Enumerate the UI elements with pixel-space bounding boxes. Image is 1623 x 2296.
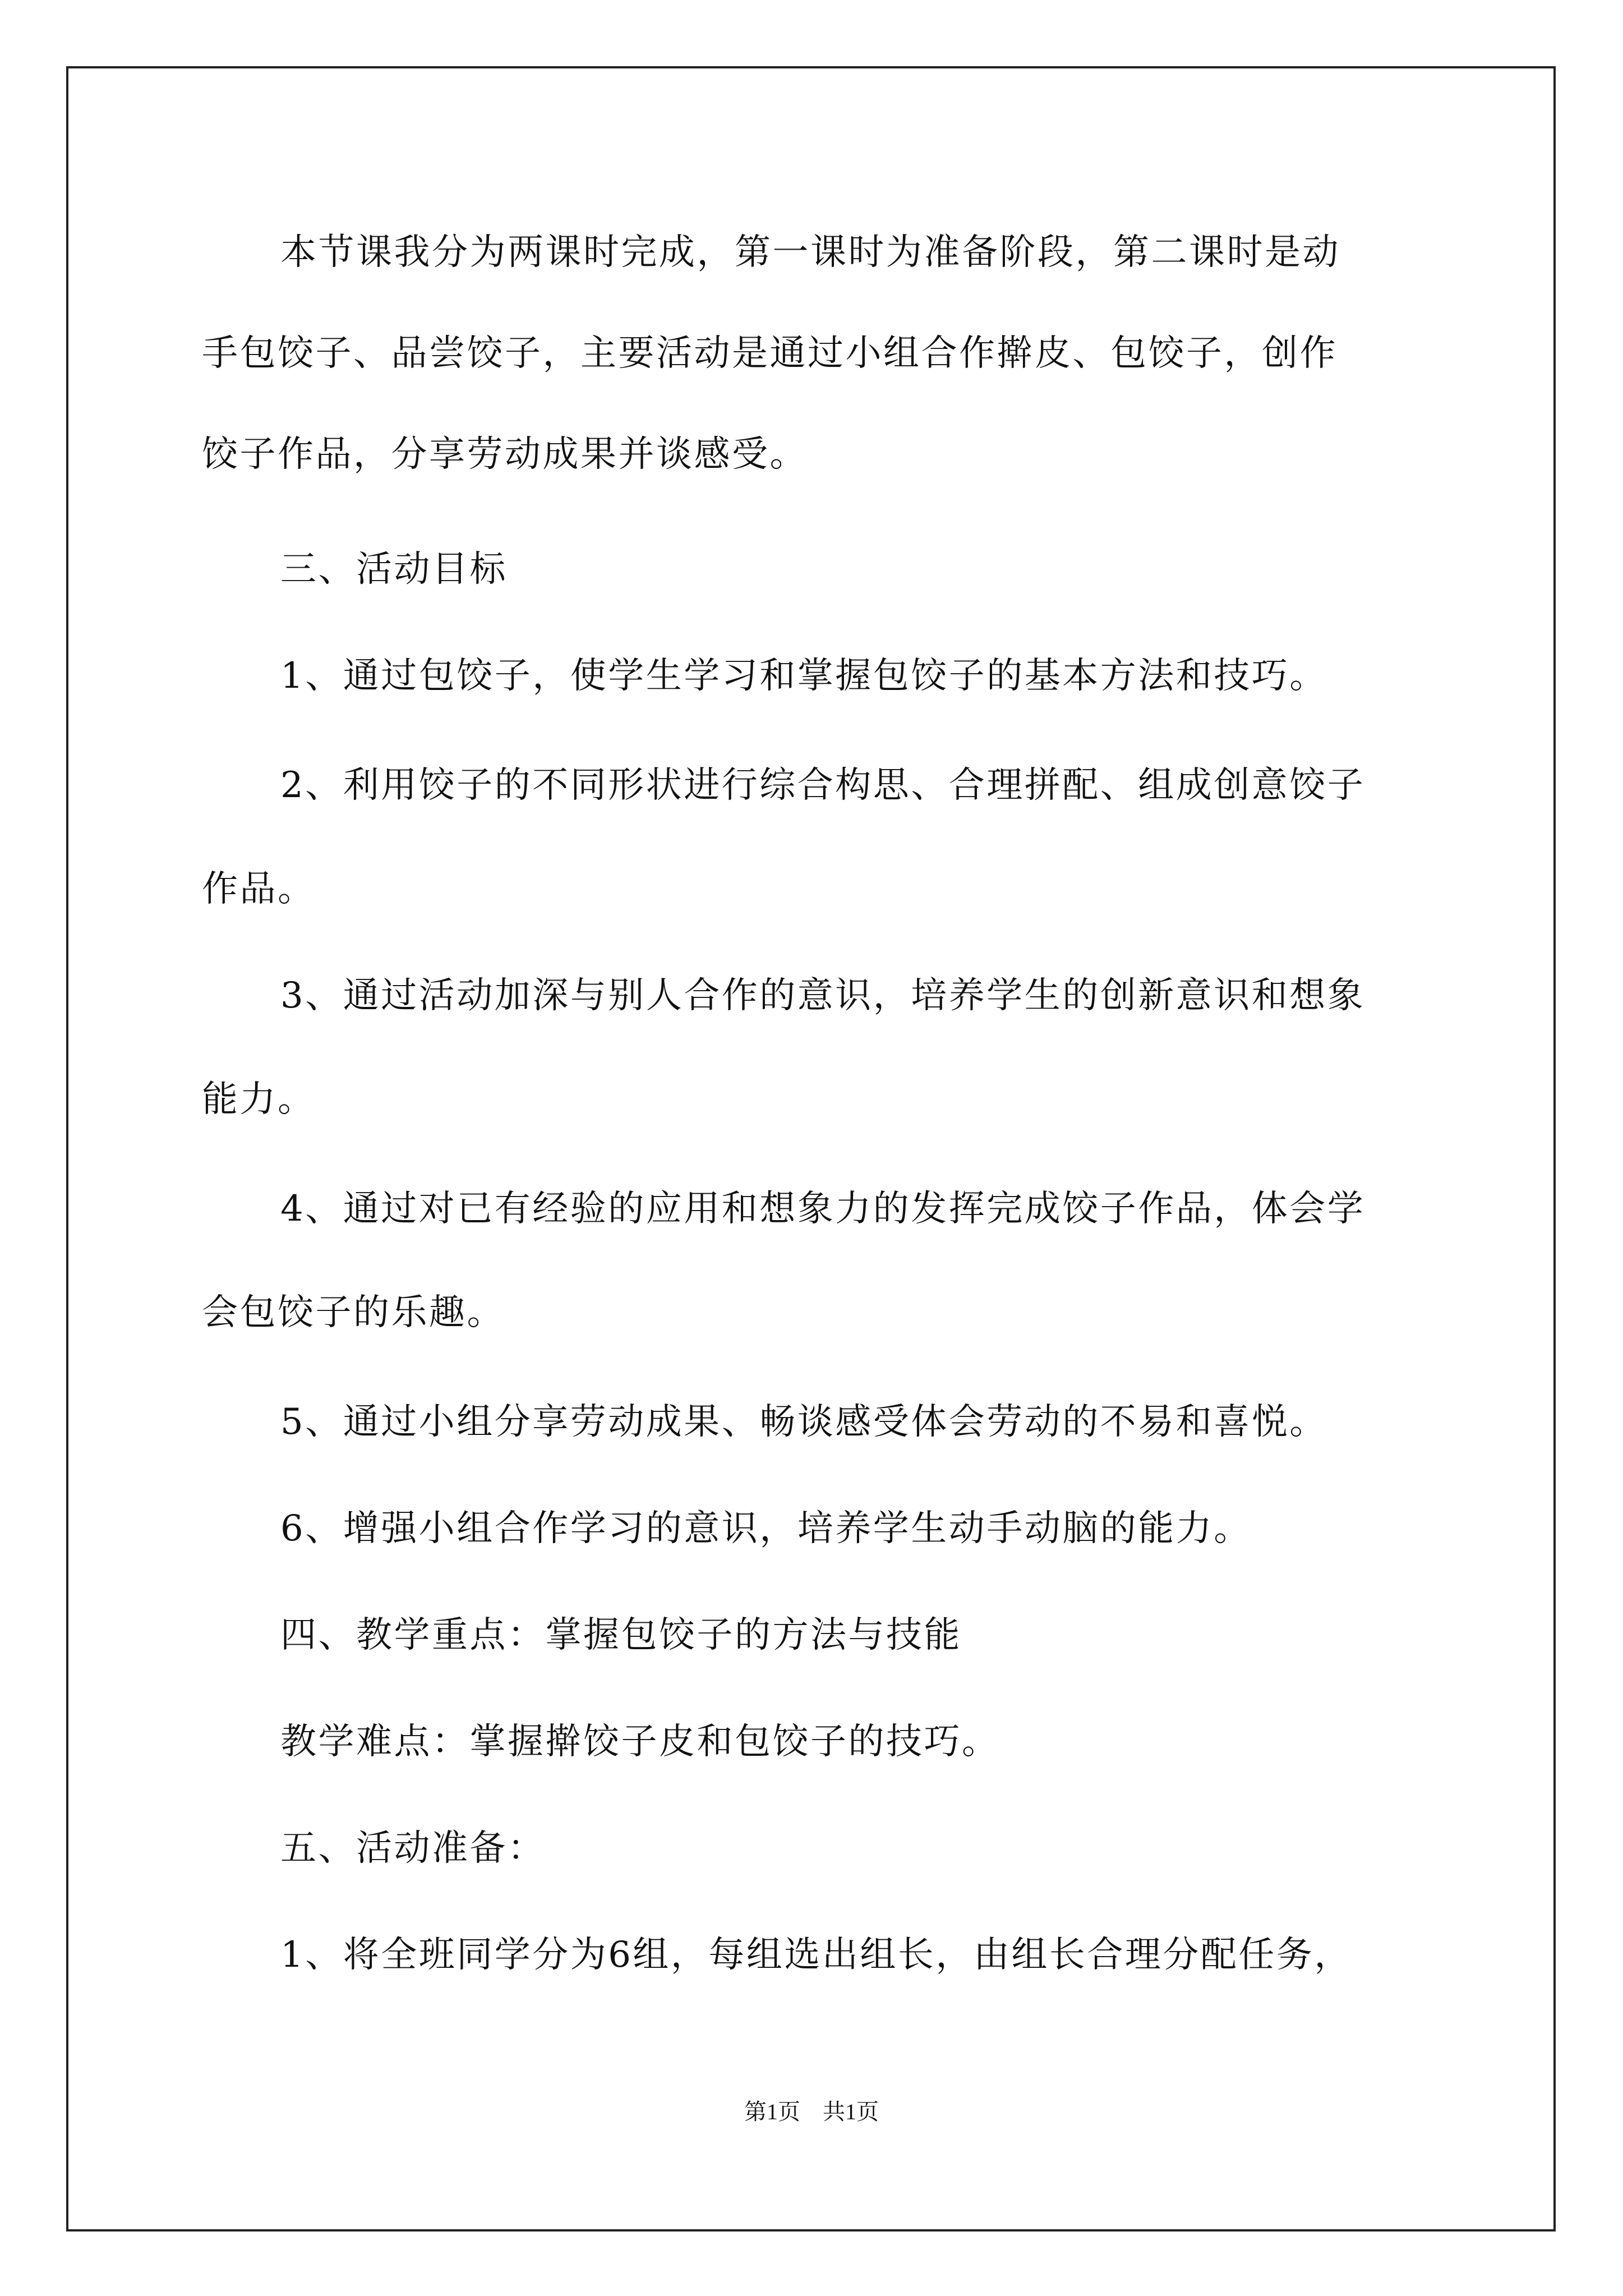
paragraph-line: 4、通过对已有经验的应用和想象力的发挥完成饺子作品，体会学 (280, 1188, 1366, 1230)
paragraph-line: 作品。 (202, 868, 316, 910)
paragraph-line: 1、通过包饺子，使学生学习和掌握包饺子的基本方法和技巧。 (280, 655, 1327, 697)
paragraph-line: 6、增强小组合作学习的意识，培养学生动手动脑的能力。 (280, 1508, 1252, 1549)
section-heading: 四、教学重点：掌握包饺子的方法与技能 (280, 1614, 962, 1656)
paragraph-line: 手包饺子、品尝饺子，主要活动是通过小组合作擀皮、包饺子，创作 (202, 333, 1338, 374)
paragraph-line: 能力。 (202, 1079, 316, 1120)
paragraph-line: 1、将全班同学分为6组，每组选出组长，由组长合理分配任务， (280, 1934, 1352, 1976)
paragraph-line: 饺子作品，分享劳动成果并谈感受。 (202, 434, 808, 475)
paragraph-line: 教学难点：掌握擀饺子皮和包饺子的技巧。 (280, 1721, 1000, 1763)
page-border (66, 66, 1556, 2231)
paragraph-line: 5、通过小组分享劳动成果、畅谈感受体会劳动的不易和喜悦。 (280, 1401, 1327, 1443)
page-footer: 第1页 共1页 (744, 2099, 879, 2124)
section-heading: 三、活动目标 (280, 549, 508, 590)
section-heading: 五、活动准备： (280, 1828, 546, 1869)
paragraph-line: 2、利用饺子的不同形状进行综合构思、合理拼配、组成创意饺子 (280, 765, 1366, 806)
paragraph-line: 本节课我分为两课时完成，第一课时为准备阶段，第二课时是动 (280, 232, 1340, 273)
paragraph-line: 会包饺子的乐趣。 (202, 1292, 505, 1333)
paragraph-line: 3、通过活动加深与别人合作的意识，培养学生的创新意识和想象 (280, 975, 1366, 1016)
